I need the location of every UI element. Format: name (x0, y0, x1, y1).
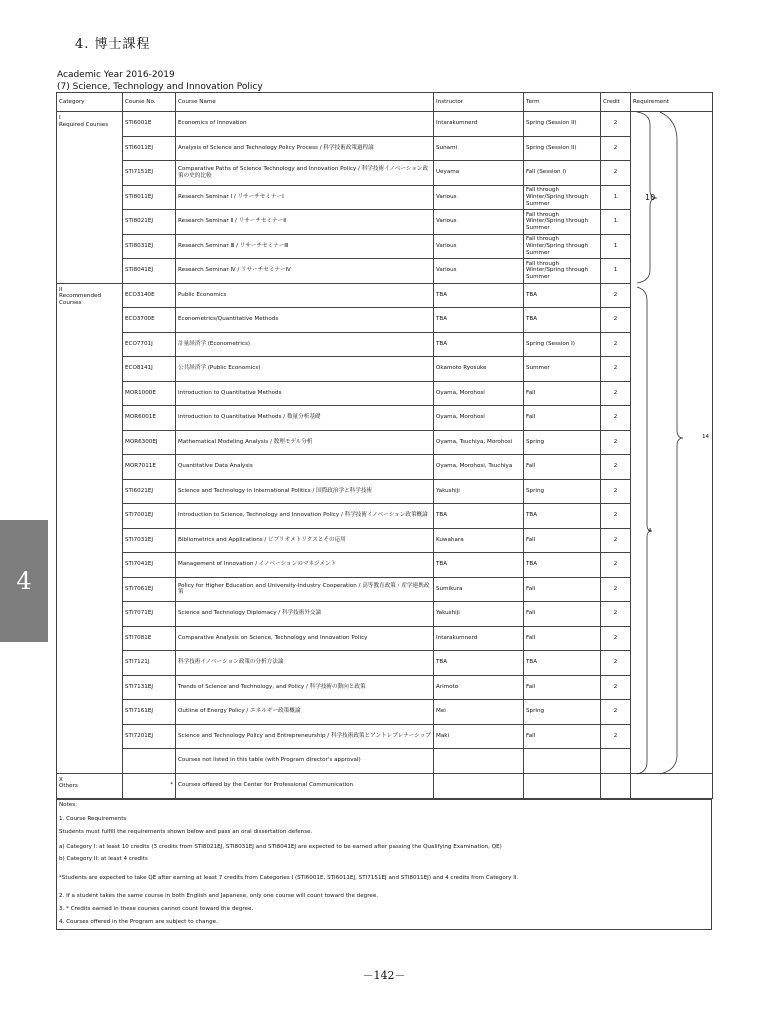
course-no-cell: STI7031EJ (123, 528, 176, 553)
course-no-cell: STI7131EJ (123, 675, 176, 700)
term-cell (524, 749, 601, 774)
requirement-cell (631, 185, 713, 210)
credit-cell: 1 (601, 234, 631, 259)
requirement-cell (631, 700, 713, 725)
course-no-cell: ECO7701J (123, 332, 176, 357)
course-name-cell: Research Seminar Ⅲ / リサーチセミナーⅢ (176, 234, 434, 259)
table-row (57, 210, 713, 235)
course-name-cell: Econometrics/Quantitative Methods (176, 308, 434, 333)
term-cell: Spring (Session II) (524, 136, 601, 161)
requirement-cell (631, 357, 713, 382)
requirement-cell (631, 626, 713, 651)
instructor-cell: TBA (434, 553, 524, 578)
term-cell: Fall through Winter/Spring through Summer (524, 259, 601, 284)
table-row (57, 749, 713, 774)
course-no-cell: STI6001E (123, 112, 176, 137)
credit-cell: 2 (601, 161, 631, 186)
table-row (57, 112, 713, 137)
instructor-cell: TBA (434, 504, 524, 529)
course-name-cell: Bibliometrics and Applications / ビブリオメトリクスとその応用 (176, 528, 434, 553)
course-name-cell: Public Economics (176, 283, 434, 308)
others-course-no: * (123, 773, 176, 798)
course-no-cell: STI7201EJ (123, 724, 176, 749)
term-cell: Fall through Winter/Spring through Summer (524, 234, 601, 259)
table-row (57, 651, 713, 676)
instructor-cell: Oyama, Tsuchiya, Morohosi (434, 430, 524, 455)
course-name-cell: Management of Innovation / イノベーションのマネジメント (176, 553, 434, 578)
instructor-cell: Kuwahara (434, 528, 524, 553)
term-cell: TBA (524, 504, 601, 529)
term-cell: Spring (524, 700, 601, 725)
term-cell: TBA (524, 308, 601, 333)
requirement-cell (631, 112, 713, 137)
header-instructor: Instructor (434, 93, 524, 112)
header-course-name: Course Name (176, 93, 434, 112)
instructor-cell: TBA (434, 651, 524, 676)
term-cell: Fall (524, 675, 601, 700)
term-cell: Fall through Winter/Spring through Summer (524, 185, 601, 210)
course-name-cell: Economics of Innovation (176, 112, 434, 137)
requirement-cell (631, 381, 713, 406)
credit-cell: 2 (601, 283, 631, 308)
credit-cell: 2 (601, 381, 631, 406)
page-number: －142－ (362, 969, 406, 982)
instructor-cell: Sumikura (434, 577, 524, 602)
credit-cell: 1 (601, 259, 631, 284)
term-cell: TBA (524, 651, 601, 676)
program-title: (7) Science, Technology and Innovation Policy (57, 82, 263, 92)
table-row (57, 259, 713, 284)
table-row (57, 406, 713, 431)
table-row (57, 504, 713, 529)
course-no-cell: ECO3140E (123, 283, 176, 308)
course-name-cell: Introduction to Quantitative Methods (176, 381, 434, 406)
category-required: I Required Courses (57, 112, 123, 284)
instructor-cell: Ueyama (434, 161, 524, 186)
notes-title: Notes: (59, 802, 78, 808)
requirement-cell (631, 749, 713, 774)
course-name-cell: Policy for Higher Education and University-Industry Cooperation / 高等教育政策・産学連携政策 (176, 577, 434, 602)
course-no-cell: MOR7011E (123, 455, 176, 480)
requirement-cell (631, 234, 713, 259)
credit-cell: 2 (601, 504, 631, 529)
note-1: 1. Course Requirements (59, 816, 127, 822)
requirement-cell (631, 332, 713, 357)
term-cell: Spring (524, 479, 601, 504)
credit-cell: 2 (601, 626, 631, 651)
course-name-cell: Trends of Science and Technology, and Policy / 科学技術の動向と政策 (176, 675, 434, 700)
instructor-cell: Oyama, Morohosi (434, 381, 524, 406)
credit-cell (601, 749, 631, 774)
credit-cell: 2 (601, 479, 631, 504)
requirement-cell (631, 210, 713, 235)
requirement-cell (631, 528, 713, 553)
course-name-cell: 計量経済学 (Econometrics) (176, 332, 434, 357)
credit-cell: 2 (601, 602, 631, 627)
course-name-cell: Quantitative Data Analysis (176, 455, 434, 480)
course-table (56, 92, 713, 799)
term-cell: Fall (524, 381, 601, 406)
requirement-cell (631, 724, 713, 749)
table-header-row (57, 93, 713, 112)
course-no-cell: MOR1000E (123, 381, 176, 406)
category-others: X Others (57, 773, 123, 798)
table-row (57, 528, 713, 553)
course-no-cell: STI6021EJ (123, 479, 176, 504)
instructor-cell: TBA (434, 332, 524, 357)
credit-cell: 1 (601, 210, 631, 235)
credit-cell: 2 (601, 112, 631, 137)
requirement-cell (631, 602, 713, 627)
instructor-cell: Yakushiji (434, 479, 524, 504)
instructor-cell: Oyama, Morohosi, Tsuchiya (434, 455, 524, 480)
course-name-cell: Outline of Energy Policy / エネルギー政策概論 (176, 700, 434, 725)
term-cell: TBA (524, 553, 601, 578)
term-cell: Spring (524, 430, 601, 455)
course-no-cell: STI7041EJ (123, 553, 176, 578)
course-name-cell: Research Seminar Ⅱ / リサーチセミナーⅡ (176, 210, 434, 235)
course-no-cell: STI7001EJ (123, 504, 176, 529)
course-name-cell: Courses not listed in this table (with Program director's approval) (176, 749, 434, 774)
course-no-cell: STI8011EJ (123, 185, 176, 210)
requirement-cell (631, 283, 713, 308)
table-row (57, 479, 713, 504)
course-no-cell: MOR6300EJ (123, 430, 176, 455)
requirement-cell (631, 479, 713, 504)
term-cell: Fall (524, 577, 601, 602)
requirement-cell (631, 455, 713, 480)
term-cell: TBA (524, 283, 601, 308)
table-row (57, 185, 713, 210)
requirement-cell (631, 553, 713, 578)
table-row (57, 332, 713, 357)
table-row (57, 136, 713, 161)
requirement-cell (631, 430, 713, 455)
credit-cell: 2 (601, 700, 631, 725)
table-row (57, 161, 713, 186)
header-credit: Credit (601, 93, 631, 112)
course-name-cell: Comparative Analysis on Science, Technology and Innovation Policy (176, 626, 434, 651)
instructor-cell: Sunami (434, 136, 524, 161)
table-row (57, 430, 713, 455)
course-no-cell: STI7071EJ (123, 602, 176, 627)
course-no-cell (123, 749, 176, 774)
term-cell: Fall (524, 724, 601, 749)
course-no-cell: STI7161EJ (123, 700, 176, 725)
note-1-qe: *Students are expected to take QE after earning at least 7 credits from Categories I (STI6001E, STI6011EJ, STI7151EJ and STI8011EJ) and 4 credits from Category II. (59, 875, 519, 881)
instructor-cell: Various (434, 234, 524, 259)
credit-cell: 2 (601, 455, 631, 480)
table-row (57, 626, 713, 651)
credit-cell: 2 (601, 651, 631, 676)
header-category: Category (57, 93, 123, 112)
credit-cell: 2 (601, 332, 631, 357)
instructor-cell: Yakushiji (434, 602, 524, 627)
credit-cell: 2 (601, 577, 631, 602)
term-cell: Spring (Session II) (524, 112, 601, 137)
instructor-cell: Various (434, 185, 524, 210)
others-row (57, 773, 713, 798)
term-cell: Fall (524, 528, 601, 553)
course-name-cell: Mathematical Modeling Analysis / 数理モデル分析 (176, 430, 434, 455)
term-cell: Spring (Session I) (524, 332, 601, 357)
course-no-cell: ECO8141J (123, 357, 176, 382)
table-row (57, 724, 713, 749)
requirement-cell (631, 406, 713, 431)
credit-cell: 2 (601, 675, 631, 700)
term-cell: Fall (Session I) (524, 161, 601, 186)
table-row (57, 577, 713, 602)
term-cell: Fall (524, 455, 601, 480)
credit-cell: 2 (601, 136, 631, 161)
course-no-cell: STI8031EJ (123, 234, 176, 259)
credit-cell: 2 (601, 430, 631, 455)
header-requirement: Requirement (631, 93, 713, 112)
course-name-cell: Comparative Paths of Science Technology and Innovation Policy / 科学技術イノベーション政策の史的比較 (176, 161, 434, 186)
requirement-cell (631, 136, 713, 161)
instructor-cell: Intarakumnerd (434, 112, 524, 137)
course-no-cell: ECO3700E (123, 308, 176, 333)
instructor-cell: Arimoto (434, 675, 524, 700)
requirement-cell (631, 651, 713, 676)
instructor-cell: Maki (434, 724, 524, 749)
instructor-cell: Various (434, 210, 524, 235)
requirement-cell (631, 504, 713, 529)
credit-cell: 2 (601, 357, 631, 382)
table-row (57, 455, 713, 480)
req-cat2-credits: 4 (648, 528, 652, 534)
requirement-cell (631, 161, 713, 186)
course-no-cell: STI7151EJ (123, 161, 176, 186)
course-name-cell: Science and Technology Policy and Entrepreneurship / 科学技術政策とアントレプレナーシップ (176, 724, 434, 749)
course-name-cell: Introduction to Quantitative Methods / 数量分析基礎 (176, 406, 434, 431)
table-row (57, 602, 713, 627)
instructor-cell (434, 749, 524, 774)
note-4: 4. Courses offered in the Program are subject to change. (59, 919, 218, 925)
table-row (57, 381, 713, 406)
course-no-cell: MOR6001E (123, 406, 176, 431)
instructor-cell: Various (434, 259, 524, 284)
header-term: Term (524, 93, 601, 112)
term-cell: Summer (524, 357, 601, 382)
course-name-cell: 科学技術イノベーション政策の分析方法論 (176, 651, 434, 676)
requirement-cell (631, 675, 713, 700)
note-1a: a) Category I: at least 10 credits (3 credits from STI8021EJ, STI8031EJ and STI8041EJ are expected to be earned after passing the Qualifying Examination, QE) (59, 844, 502, 850)
course-no-cell: STI7121J (123, 651, 176, 676)
course-no-cell: STI8041EJ (123, 259, 176, 284)
table-row (57, 357, 713, 382)
requirement-cell (631, 577, 713, 602)
requirement-cell (631, 259, 713, 284)
course-no-cell: STI6011EJ (123, 136, 176, 161)
credit-cell: 2 (601, 724, 631, 749)
course-no-cell: STI8021EJ (123, 210, 176, 235)
header-course-no: Course No. (123, 93, 176, 112)
instructor-cell: TBA (434, 308, 524, 333)
course-name-cell: 公共経済学 (Public Economics) (176, 357, 434, 382)
term-cell: Fall through Winter/Spring through Summer (524, 210, 601, 235)
credit-cell: 2 (601, 308, 631, 333)
section-heading: 4. 博士課程 (75, 37, 151, 52)
others-course-name: Courses offered by the Center for Professional Communication (176, 773, 434, 798)
term-cell: Fall (524, 602, 601, 627)
note-2: 2. If a student takes the same course in both English and Japanese, only one course will count toward the degree. (59, 893, 379, 899)
instructor-cell: Oyama, Morohosi (434, 406, 524, 431)
course-name-cell: Science and Technology in International Politics / 国際政治学と科学技術 (176, 479, 434, 504)
category-recommended: II Recommended Courses (57, 283, 123, 773)
instructor-cell: Intarakumnerd (434, 626, 524, 651)
table-row (57, 283, 713, 308)
credit-cell: 2 (601, 406, 631, 431)
credit-cell: 1 (601, 185, 631, 210)
requirement-cell (631, 308, 713, 333)
term-cell: Fall (524, 626, 601, 651)
credit-cell: 2 (601, 528, 631, 553)
req-total-credits: 14 (702, 434, 710, 440)
note-1b: b) Category II: at least 4 credits (59, 856, 148, 862)
course-name-cell: Research Seminar Ⅰ / リサーチセミナーⅠ (176, 185, 434, 210)
note-3: 3. * Credits earned in these courses cannot count toward the degree. (59, 906, 254, 912)
course-no-cell: STI7061EJ (123, 577, 176, 602)
course-name-cell: Research Seminar Ⅳ / リサーチセミナーⅣ (176, 259, 434, 284)
req-cat1-credits: 10 (645, 193, 656, 202)
table-row (57, 308, 713, 333)
credit-cell: 2 (601, 553, 631, 578)
table-row (57, 675, 713, 700)
course-name-cell: Science and Technology Diplomacy / 科学技術外交論 (176, 602, 434, 627)
chapter-tab: 4 (0, 520, 48, 642)
course-name-cell: Introduction to Science, Technology and Innovation Policy / 科学技術イノベーション政策概論 (176, 504, 434, 529)
table-row (57, 700, 713, 725)
table-row (57, 553, 713, 578)
notes-box (56, 799, 712, 930)
course-no-cell: STI7081E (123, 626, 176, 651)
instructor-cell: TBA (434, 283, 524, 308)
academic-year: Academic Year 2016-2019 (57, 70, 175, 80)
table-row (57, 234, 713, 259)
instructor-cell: Mei (434, 700, 524, 725)
note-1-desc: Students must fulfill the requirements shown below and pass an oral dissertation defense. (59, 829, 313, 835)
instructor-cell: Okamoto Ryosuke (434, 357, 524, 382)
term-cell: Fall (524, 406, 601, 431)
course-name-cell: Analysis of Science and Technology Policy Process / 科学技術政策過程論 (176, 136, 434, 161)
program-header (57, 69, 263, 93)
